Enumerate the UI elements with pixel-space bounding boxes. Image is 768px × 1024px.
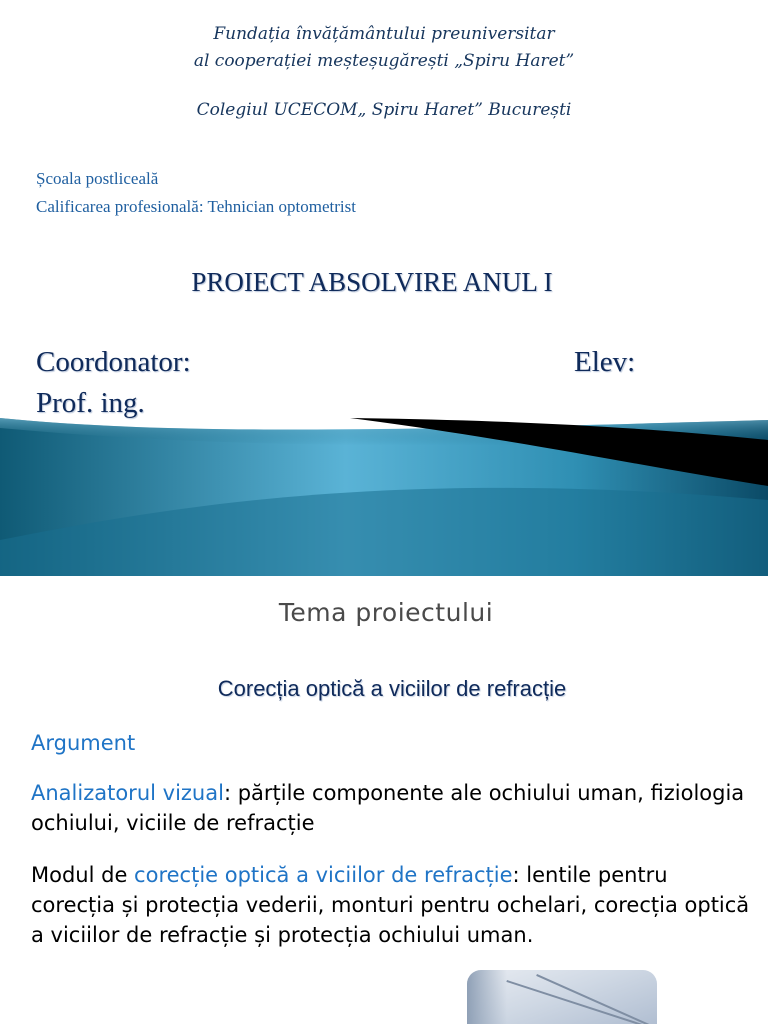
coordinator-title: Prof. ing. [36, 387, 145, 419]
analyzer-text: : părțile componente ale ochiului uman, fiziologia ochiului, viciile de refracție [31, 781, 745, 835]
organization-line-1: Fundația învățământului preuniversitar [213, 24, 555, 44]
analyzer-paragraph [31, 778, 751, 838]
module-text: : lentile pentru corecția și protecția vederii, monturi pentru ochelari, corecția optică a viciilor de refracție și protecția ochiului uman. [31, 863, 750, 947]
topic-heading: Tema proiectului [278, 598, 494, 627]
college-name: Colegiul UCECOM„ Spiru Haret” București [196, 100, 572, 120]
module-paragraph [31, 860, 751, 950]
coordinator-label: Coordonator: [36, 346, 191, 378]
organization-line-2: al cooperației meșteșugărești „Spiru Haret” [193, 51, 575, 71]
project-title: PROIECT ABSOLVIRE ANUL I [191, 267, 553, 297]
device-shadow [467, 970, 507, 1024]
device-edge-line [536, 974, 657, 1024]
qualification: Calificarea profesională: Tehnician optometrist [36, 197, 356, 216]
school-type: Școala postliceală [36, 169, 159, 188]
optical-device-photo [467, 970, 657, 1024]
module-term: corecție optică a viciilor de refracție [134, 863, 513, 887]
analyzer-term: Analizatorul vizual [31, 781, 224, 805]
argument-label: Argument [31, 731, 136, 755]
topic-slide [0, 578, 768, 1024]
project-subject: Corecția optică a viciilor de refracție [217, 676, 567, 701]
module-prefix: Modul de [31, 863, 135, 887]
student-label: Elev: [574, 346, 636, 378]
